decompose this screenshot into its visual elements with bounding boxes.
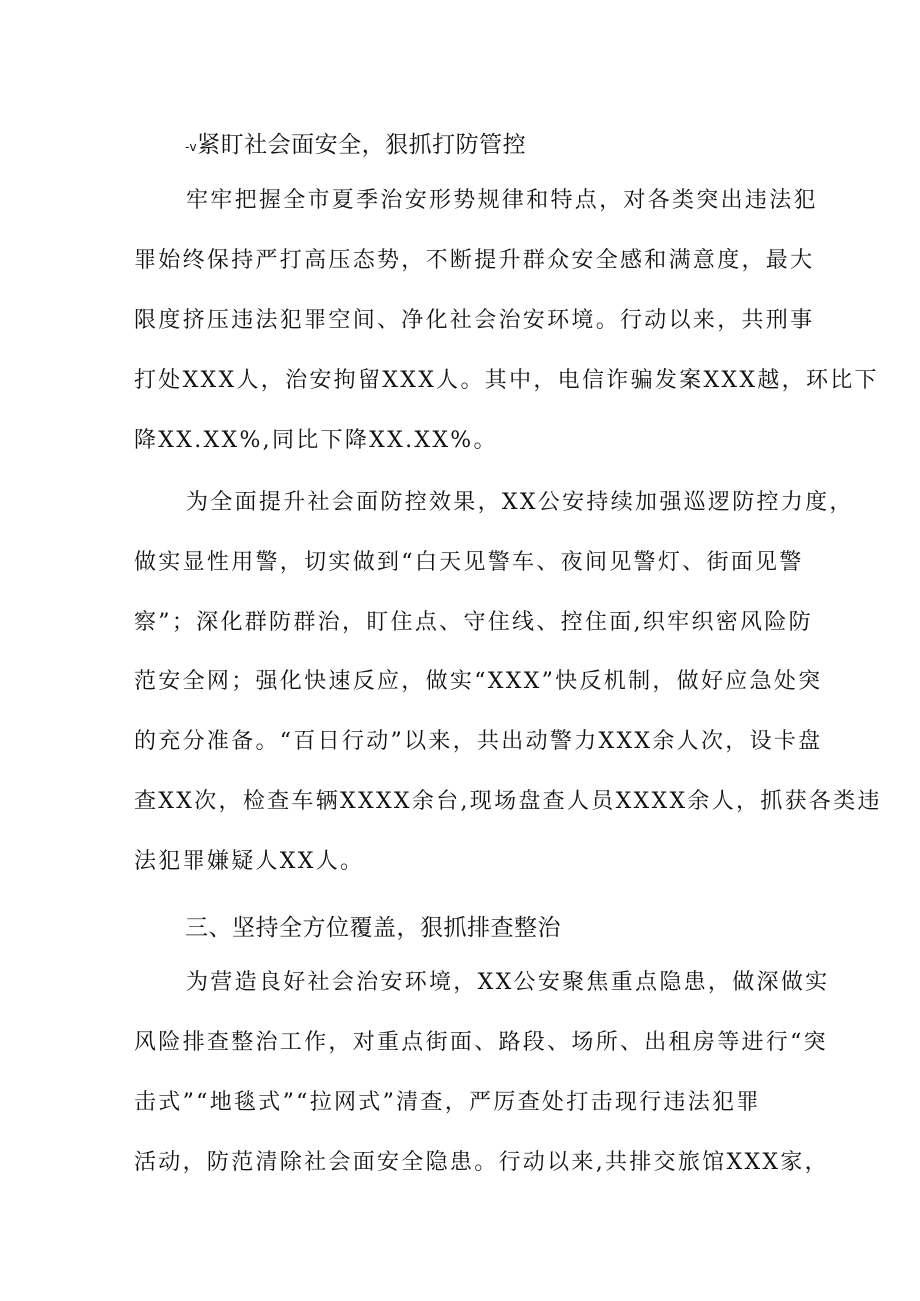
paragraph-line: 察”；深化群防群治，盯住点、守住线、控住面,织牢织密风险防 [134, 610, 813, 635]
paragraph-line: 查XX次，检查车辆XXXX余台,现场盘查人员XXXX余人，抓获各类违 [134, 789, 882, 814]
section-heading-3: 三、坚持全方位覆盖，狠抓排查整治 [185, 915, 561, 941]
heading-text: 紧盯社会面安全，狠抓打防管控 [197, 132, 527, 158]
section-heading-2 [185, 126, 526, 159]
paragraph-line: 法犯罪嫌疑人XX人。 [134, 849, 365, 874]
paragraph-line: 打处XXX人，治安拘留XXX人。其中，电信诈骗发案XXX越，环比下 [134, 368, 879, 393]
paragraph-line: 范安全网；强化快速反应，做实“XXX”快反机制，做好应急处突 [134, 669, 823, 694]
paragraph-line: 牢牢把握全市夏季治安形势规律和特点，对各类突出违法犯 [186, 188, 818, 213]
paragraph-line: 风险排查整治工作，对重点街面、路段、场所、出租房等进行“突 [134, 1030, 828, 1055]
paragraph-line: 限度挤压违法犯罪空间、净化社会治安环境。行动以来，共刑事 [134, 308, 815, 333]
paragraph-line: 为全面提升社会面防控效果，XX公安持续加强巡逻防控力度， [186, 490, 854, 515]
paragraph-line: 降XX.XX%,同比下降XX.XX%。 [134, 428, 498, 453]
heading-marker: -v [185, 140, 198, 154]
paragraph-line: 为营造良好社会治安环境，XX公安聚焦重点隐患，做深做实 [186, 970, 830, 995]
paragraph-line: 做实显性用警，切实做到“白天见警车、夜间见警灯、街面见警 [134, 550, 804, 575]
paragraph-line: 罪始终保持严打高压态势，不断提升群众安全感和满意度，最大 [134, 248, 815, 273]
paragraph-line: 的充分准备。“百日行动”以来，共出动警力XXX余人次，设卡盘 [134, 729, 823, 754]
paragraph-line: 击式”“地毯式”“拉网式”清查，严厉查处打击现行违法犯罪 [134, 1090, 761, 1115]
paragraph-line: 活动，防范清除社会面安全隐患。行动以来,共排交旅馆XXX家， [134, 1150, 829, 1175]
